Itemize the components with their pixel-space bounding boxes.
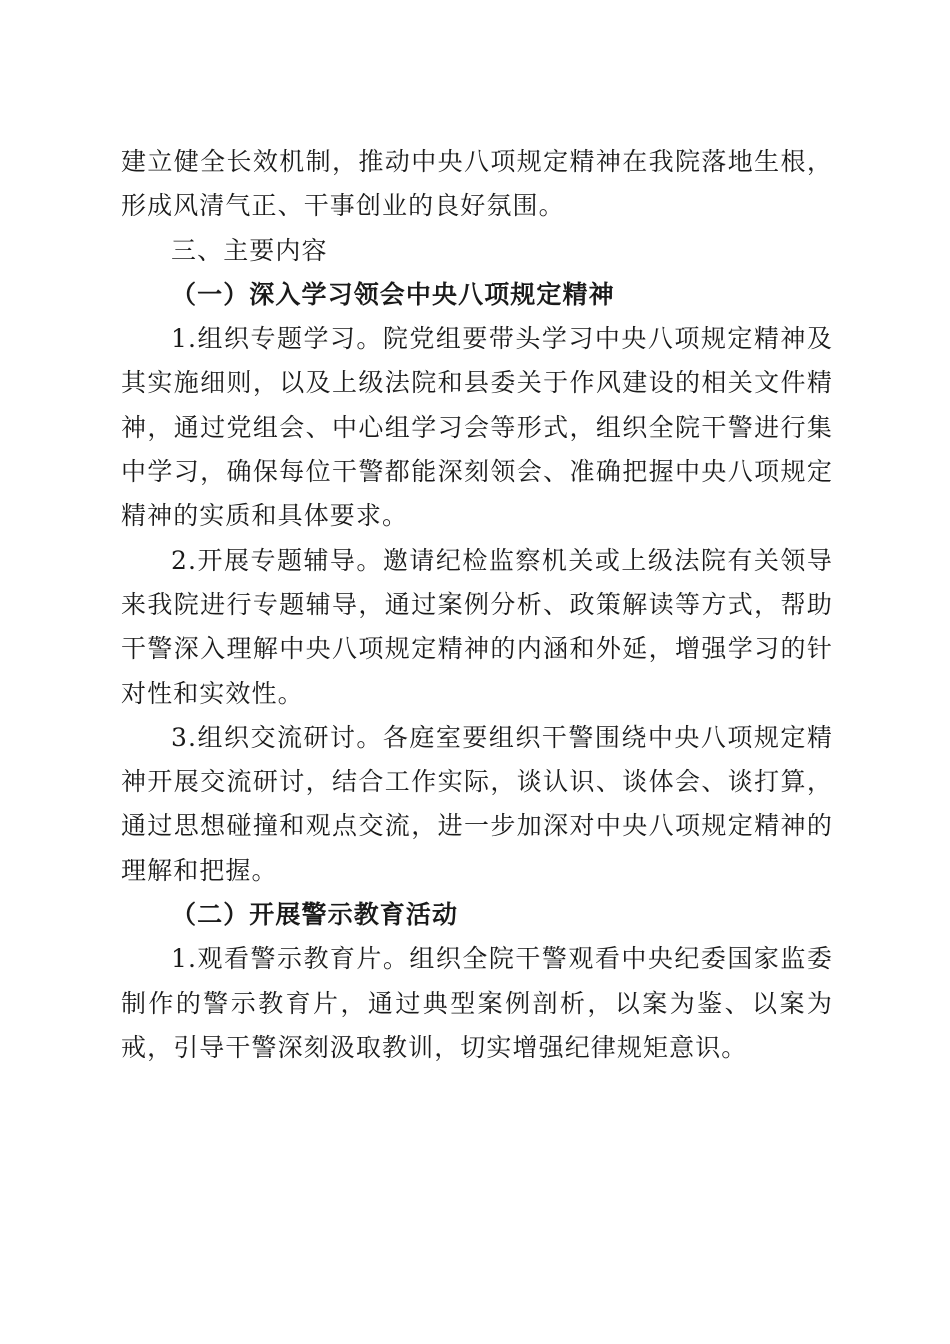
subsection-heading-study: （一）深入学习领会中央八项规定精神 [171,279,615,309]
paragraph-exchange-discussion: 3.组织交流研讨。各庭室要组织干警围绕中央八项规定精神开展交流研讨，结合工作实际，谈认识、谈体会、谈打算，通过思想碰撞和观点交流，进一步加深对中央八项规定精神的理解和把握。 [121,722,833,885]
paragraph-special-guidance: 2.开展专题辅导。邀请纪检监察机关或上级法院有关领导来我院进行专题辅导，通过案例分析、政策解读等方式，帮助干警深入理解中央八项规定精神的内涵和外延，增强学习的针对性和实效性。 [121,545,833,708]
document-body [121,140,833,1070]
section-heading-main-content: 三、主要内容 [171,235,328,265]
paragraph-continuation: 建立健全长效机制，推动中央八项规定精神在我院落地生根，形成风清气正、干事创业的良好氛围。 [121,147,833,221]
paragraph-organize-study: 1.组织专题学习。院党组要带头学习中央八项规定精神及其实施细则，以及上级法院和县委关于作风建设的相关文件精神，通过党组会、中心组学习会等形式，组织全院干警进行集中学习，确保每位干警都能深刻领会、准确把握中央八项规定精神的实质和具体要求。 [121,324,833,531]
paragraph-warning-film: 1.观看警示教育片。组织全院干警观看中央纪委国家监委制作的警示教育片，通过典型案例剖析，以案为鉴、以案为戒，引导干警深刻汲取教训，切实增强纪律规矩意识。 [121,944,833,1062]
subsection-heading-warning-education: （二）开展警示教育活动 [171,900,459,930]
